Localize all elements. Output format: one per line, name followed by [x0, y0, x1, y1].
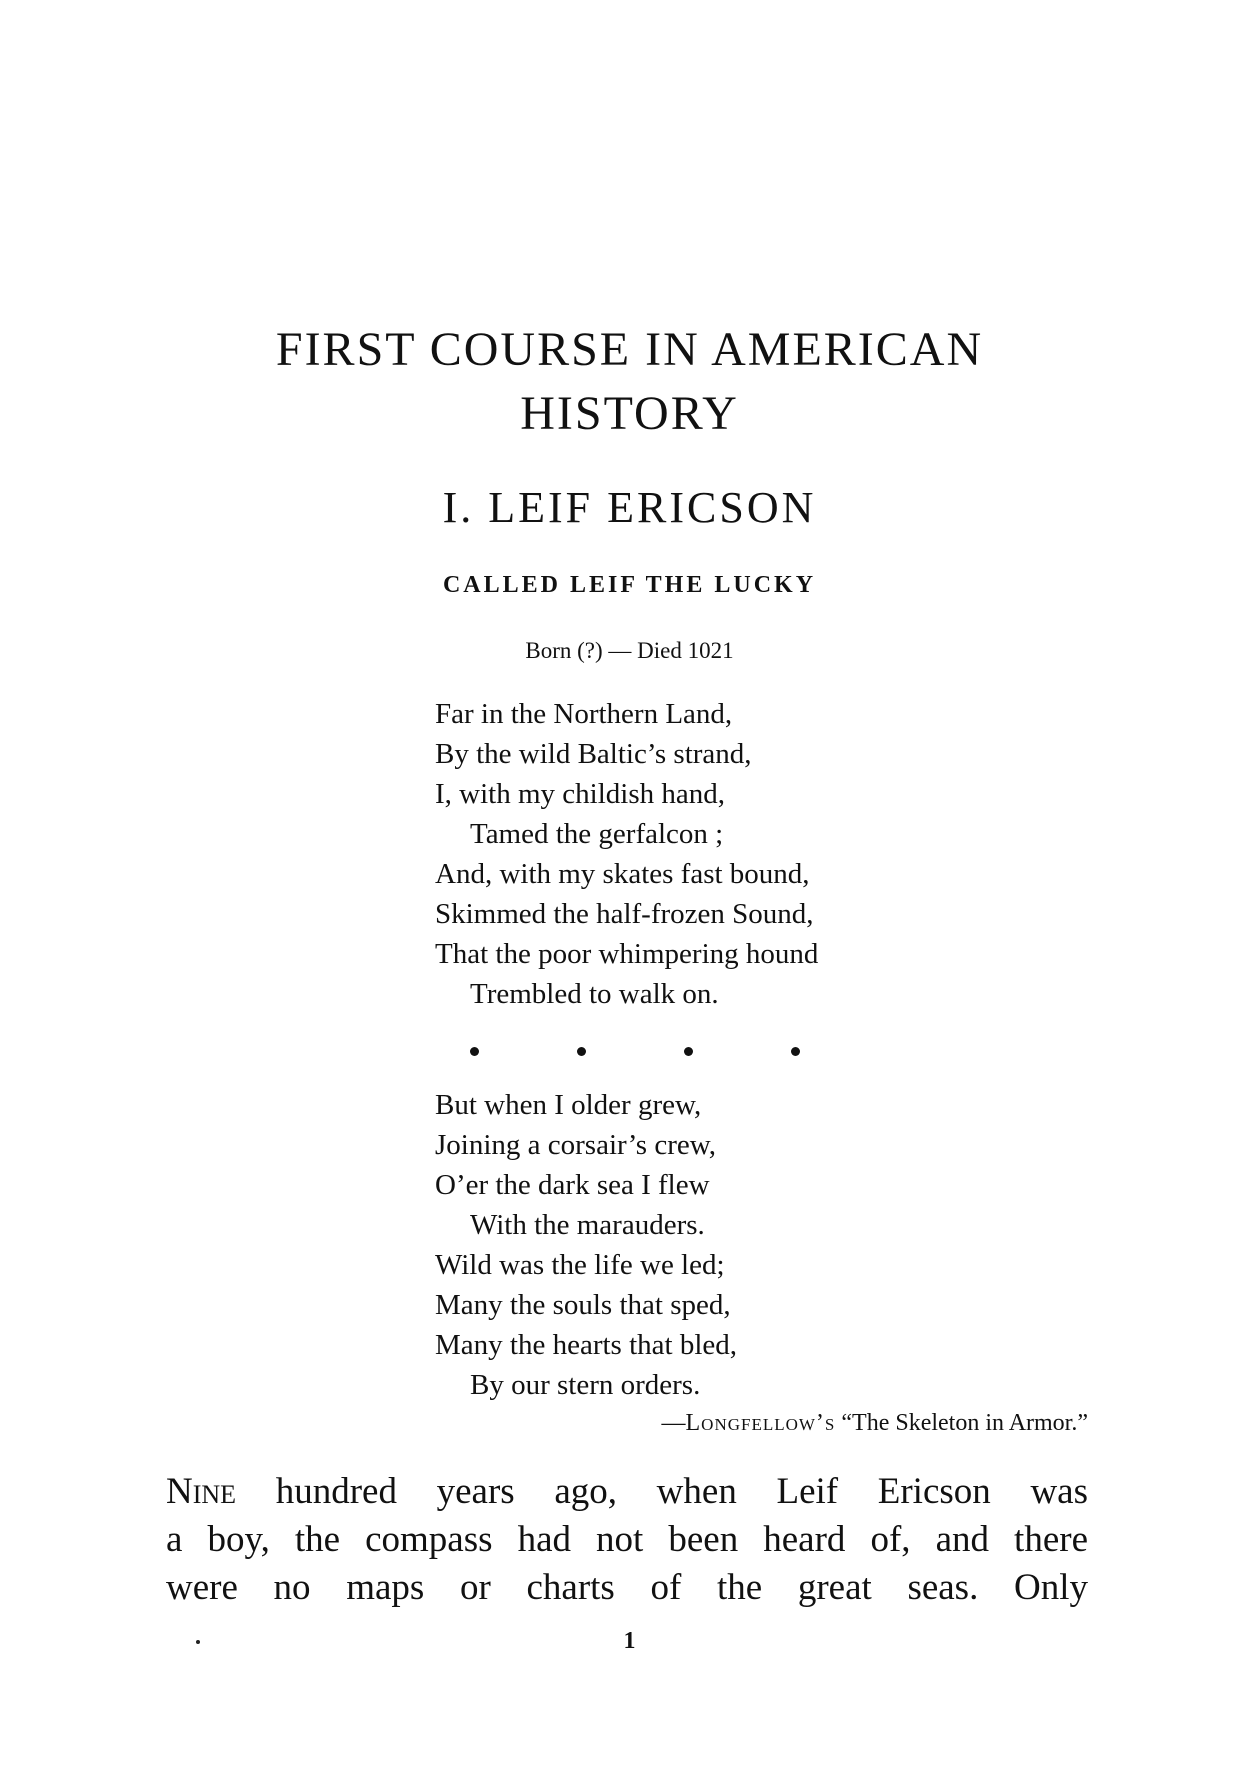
attribution-work: “The Skeleton in Armor.”: [841, 1410, 1088, 1436]
poem-line: Joining a corsair’s crew,: [435, 1129, 717, 1161]
poem-line: Far in the Northern Land,: [435, 698, 733, 730]
poem-line: Skimmed the half-frozen Sound,: [435, 898, 814, 930]
stanza-separator: [470, 1036, 800, 1066]
prose-line-1: [166, 1468, 1088, 1516]
book-title-line-1: FIRST COURSE IN AMERICAN: [275, 323, 984, 376]
poem-line: Tamed the gerfalcon ;: [470, 818, 724, 850]
prose-line-2: a boy, the compass had not been heard of, and there: [166, 1519, 1088, 1560]
poem-line: And, with my skates fast bound,: [435, 858, 810, 890]
poem-line: But when I older grew,: [435, 1089, 702, 1121]
poem-attribution: [0, 1410, 1088, 1437]
asterisk-dot: [684, 1047, 693, 1056]
attribution-author: Longfellow’s: [685, 1410, 836, 1436]
poem-line: Many the souls that sped,: [435, 1289, 731, 1321]
prose-lead-word: Nine: [166, 1471, 237, 1512]
poem-line: With the marauders.: [470, 1209, 705, 1241]
prose-line-1-text: hundred years ago, when Leif Ericson was: [236, 1471, 1088, 1512]
poem-line: Many the hearts that bled,: [435, 1329, 737, 1361]
poem-line: Trembled to walk on.: [470, 978, 719, 1010]
chapter-title: I. LEIF ERICSON: [442, 483, 817, 532]
page-number: 1: [623, 1628, 636, 1654]
prose-line-3: were no maps or charts of the great seas. Only: [166, 1567, 1088, 1608]
poem-line: By our stern orders.: [470, 1369, 701, 1401]
poem-line: O’er the dark sea I flew: [435, 1169, 710, 1201]
asterisk-dot: [470, 1047, 479, 1056]
asterisk-dot: [791, 1047, 800, 1056]
poem-line: That the poor whimpering hound: [435, 938, 819, 970]
poem-line: Wild was the life we led;: [435, 1249, 725, 1281]
poem-stanza-1: [435, 694, 818, 1014]
book-title-line-2: HISTORY: [520, 387, 739, 440]
poem-stanza-2: [435, 1085, 737, 1405]
chapter-dates: Born (?) — Died 1021: [525, 638, 734, 663]
poem-line: I, with my childish hand,: [435, 778, 725, 810]
poem-line: By the wild Baltic’s strand,: [435, 738, 752, 770]
attribution-dash: —: [661, 1410, 686, 1436]
asterisk-dot: [577, 1047, 586, 1056]
book-title: [0, 318, 1259, 446]
body-paragraph: [166, 1468, 1088, 1612]
chapter-subtitle: CALLED LEIF THE LUCKY: [442, 572, 817, 598]
